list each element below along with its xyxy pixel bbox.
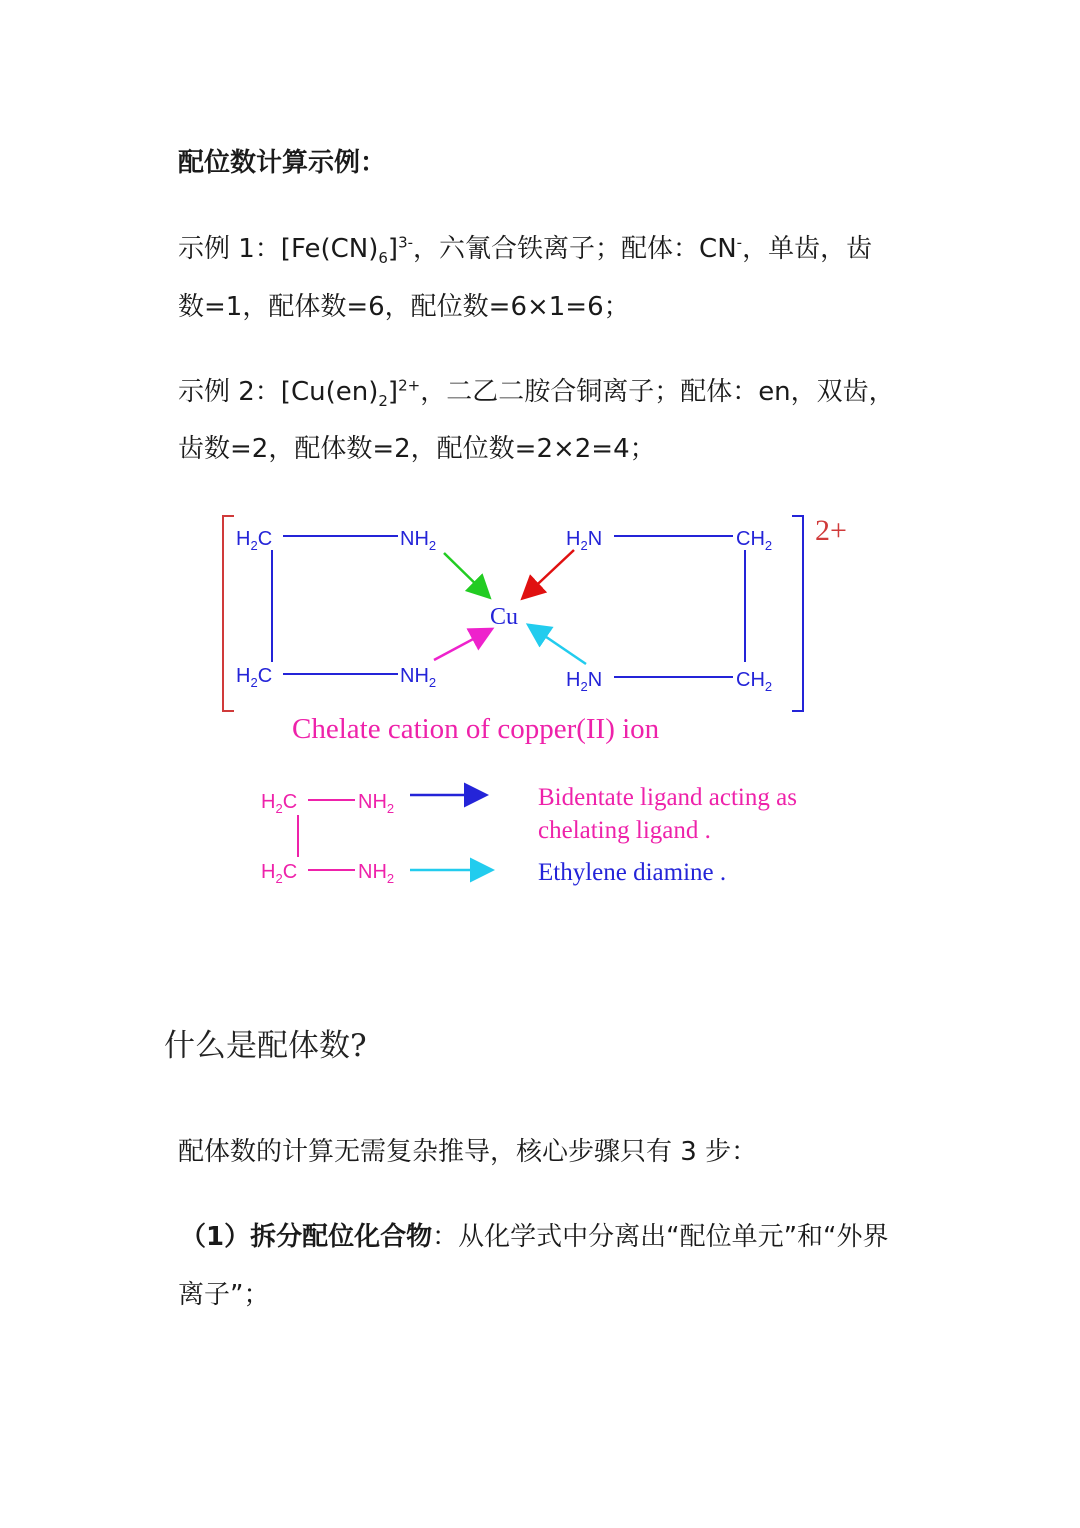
right-top-carbon: $CH_2$ xyxy=(736,528,773,553)
legend-text-3: Ethylene diamine . xyxy=(538,859,727,886)
left-bottom-carbon: $H_2C$ xyxy=(236,665,273,690)
legend-text-1: Bidentate ligand acting as xyxy=(538,784,797,811)
arrow-magenta xyxy=(434,630,490,660)
charge-label: 2+ xyxy=(815,514,847,547)
right-bottom-carbon: $CH_2$ xyxy=(736,669,773,694)
left-top-nitrogen: $NH_2$ xyxy=(400,528,437,553)
example-heading: 配位数计算示例： xyxy=(178,148,387,178)
legend-bottom-carbon: $H_2C$ xyxy=(261,861,298,886)
legend-top-nitrogen: $NH_2$ xyxy=(358,791,395,816)
step-1-line-2: 离子”； xyxy=(178,1280,270,1310)
example-2-line-2: 齿数=2，配体数=2，配位数=2×2=4； xyxy=(178,434,656,464)
arrow-red xyxy=(524,550,574,597)
legend-text-2: chelating ligand . xyxy=(538,817,711,844)
example-2-line-1: 示例 2：$[Cu(en)_2]^{2+}$，二乙二胺合铜离子；配体：en，双齿， xyxy=(178,376,895,411)
right-top-nitrogen: $H_2N$ xyxy=(566,528,603,553)
example-1-line-2: 数=1，配体数=6，配位数=6×1=6； xyxy=(178,292,630,322)
right-bracket xyxy=(792,516,803,711)
example-1-line-1: 示例 1：$[Fe(CN)_6]^{3-}$，六氰合铁离子；配体：CN-，单齿，齿 xyxy=(178,233,873,268)
copper-center: Cu xyxy=(490,604,519,630)
legend-top-carbon: $H_2C$ xyxy=(261,791,298,816)
arrow-cyan xyxy=(530,626,586,664)
legend-bottom-nitrogen: $NH_2$ xyxy=(358,861,395,886)
intro-paragraph: 配体数的计算无需复杂推导，核心步骤只有 3 步： xyxy=(178,1137,758,1167)
section-title: 什么是配体数? xyxy=(164,1028,367,1064)
diagram-caption: Chelate cation of copper(II) ion xyxy=(292,713,660,745)
left-bottom-nitrogen: $NH_2$ xyxy=(400,665,437,690)
left-top-carbon: $H_2C$ xyxy=(236,528,273,553)
arrow-green xyxy=(444,553,488,596)
step-1-line-1: （1）拆分配位化合物：从化学式中分离出“配位单元”和“外界 xyxy=(180,1222,889,1252)
left-bracket xyxy=(223,516,234,711)
chelate-diagram xyxy=(0,490,1080,910)
right-bottom-nitrogen: $H_2N$ xyxy=(566,669,603,694)
